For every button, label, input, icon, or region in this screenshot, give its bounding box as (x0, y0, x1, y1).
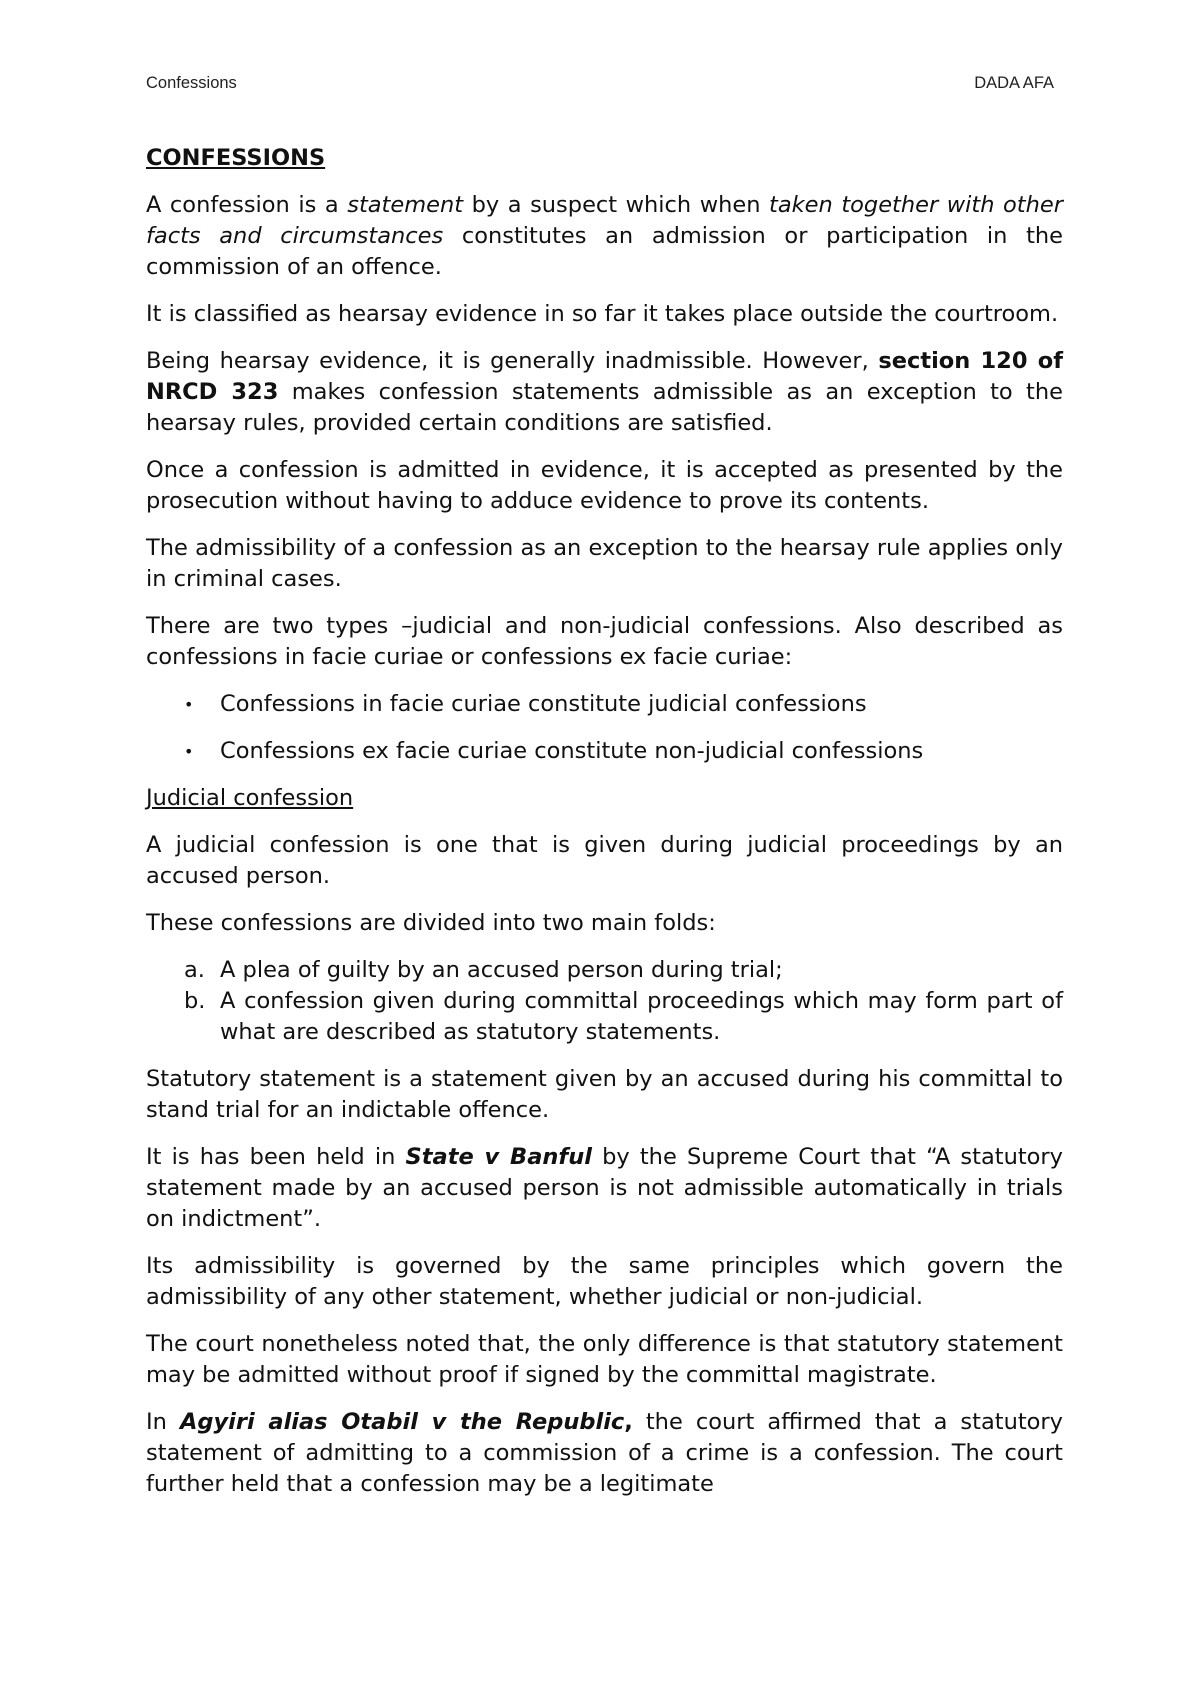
section-heading-judicial-confession: Judicial confession (146, 785, 354, 811)
case-name: State v Banful (405, 1144, 592, 1170)
text-run: In (146, 1409, 180, 1435)
types-list (146, 689, 1063, 767)
list-item (146, 955, 1063, 986)
case-name: Agyiri alias Otabil v the Republic (179, 1409, 625, 1435)
folds-list (146, 955, 1063, 1048)
paragraph-definition (146, 190, 1063, 283)
list-item (146, 986, 1063, 1048)
paragraph-types: There are two types –judicial and non-judicial confessions. Also described as confessions in facie curiae or confessions ex facie curiae: (146, 613, 1063, 670)
list-marker: a. (184, 957, 205, 983)
paragraph-statutory-statement: Statutory statement is a statement given by an accused during his committal to stand trial for an indictable offence. (146, 1066, 1063, 1123)
comma: , (624, 1409, 633, 1435)
text-run: It is has been held in (146, 1144, 406, 1170)
text-run: A confession is a (146, 192, 348, 218)
header-left-text: Confessions (146, 74, 237, 92)
text-run: by the Supreme Court that “A statutory statement made by an accused person is not admissible automatically in trials on indictment”. (146, 1144, 1063, 1232)
list-item (146, 736, 1063, 767)
paragraph-difference: The court nonetheless noted that, the only difference is that statutory statement may be admitted without proof if signed by the committal magistrate. (146, 1331, 1063, 1388)
header-right-text: DADA AFA (974, 74, 1054, 92)
list-item-text: A plea of guilty by an accused person during trial; (220, 957, 783, 983)
paragraph-admissibility (146, 346, 1063, 439)
running-header (146, 74, 1054, 93)
list-marker: b. (184, 988, 206, 1014)
text-run: makes confession statements admissible as an exception to the hearsay rules, provided certain conditions are satisfied. (146, 379, 1063, 436)
bullet-icon: • (184, 695, 194, 714)
document-title: CONFESSIONS (146, 145, 326, 171)
list-item-text: A confession given during committal proceedings which may form part of what are described as statutory statements. (220, 988, 1063, 1045)
statute-reference: section 120 of NRCD 323 (146, 348, 1063, 405)
italic-phrase: taken together with other facts and circumstances (146, 192, 1063, 249)
paragraph-criminal-cases: The admissibility of a confession as an exception to the hearsay rule applies only in criminal cases. (146, 535, 1063, 592)
list-item-text: Confessions ex facie curiae constitute non-judicial confessions (220, 738, 924, 764)
list-item-text: Confessions in facie curiae constitute judicial confessions (220, 691, 867, 717)
paragraph-folds-intro: These confessions are divided into two main folds: (146, 910, 716, 936)
text-run: Being hearsay evidence, it is generally inadmissible. However, (146, 348, 879, 374)
text-run: constitutes an admission or participation in the commission of an offence. (146, 223, 1063, 280)
list-item (146, 689, 1063, 720)
paragraph-agyiri (146, 1407, 1063, 1500)
document-body (146, 143, 1063, 1516)
paragraph-judicial-definition: A judicial confession is one that is given during judicial proceedings by an accused person. (146, 832, 1063, 889)
paragraph-governing-principles: Its admissibility is governed by the same principles which govern the admissibility of any other statement, whether judicial or non-judicial. (146, 1253, 1063, 1310)
paragraph-hearsay: It is classified as hearsay evidence in so far it takes place outside the courtroom. (146, 301, 1059, 327)
bullet-icon: • (184, 742, 194, 761)
text-run: the court affirmed that a statutory statement of admitting to a commission of a crime is a confession. The court further held that a confession may be a legitimate (146, 1409, 1063, 1497)
text-run: by a suspect which when (463, 192, 770, 218)
italic-term-statement: statement (347, 192, 464, 218)
paragraph-admitted: Once a confession is admitted in evidence, it is accepted as presented by the prosecution without having to adduce evidence to prove its contents. (146, 457, 1063, 514)
paragraph-state-v-banful (146, 1142, 1063, 1235)
